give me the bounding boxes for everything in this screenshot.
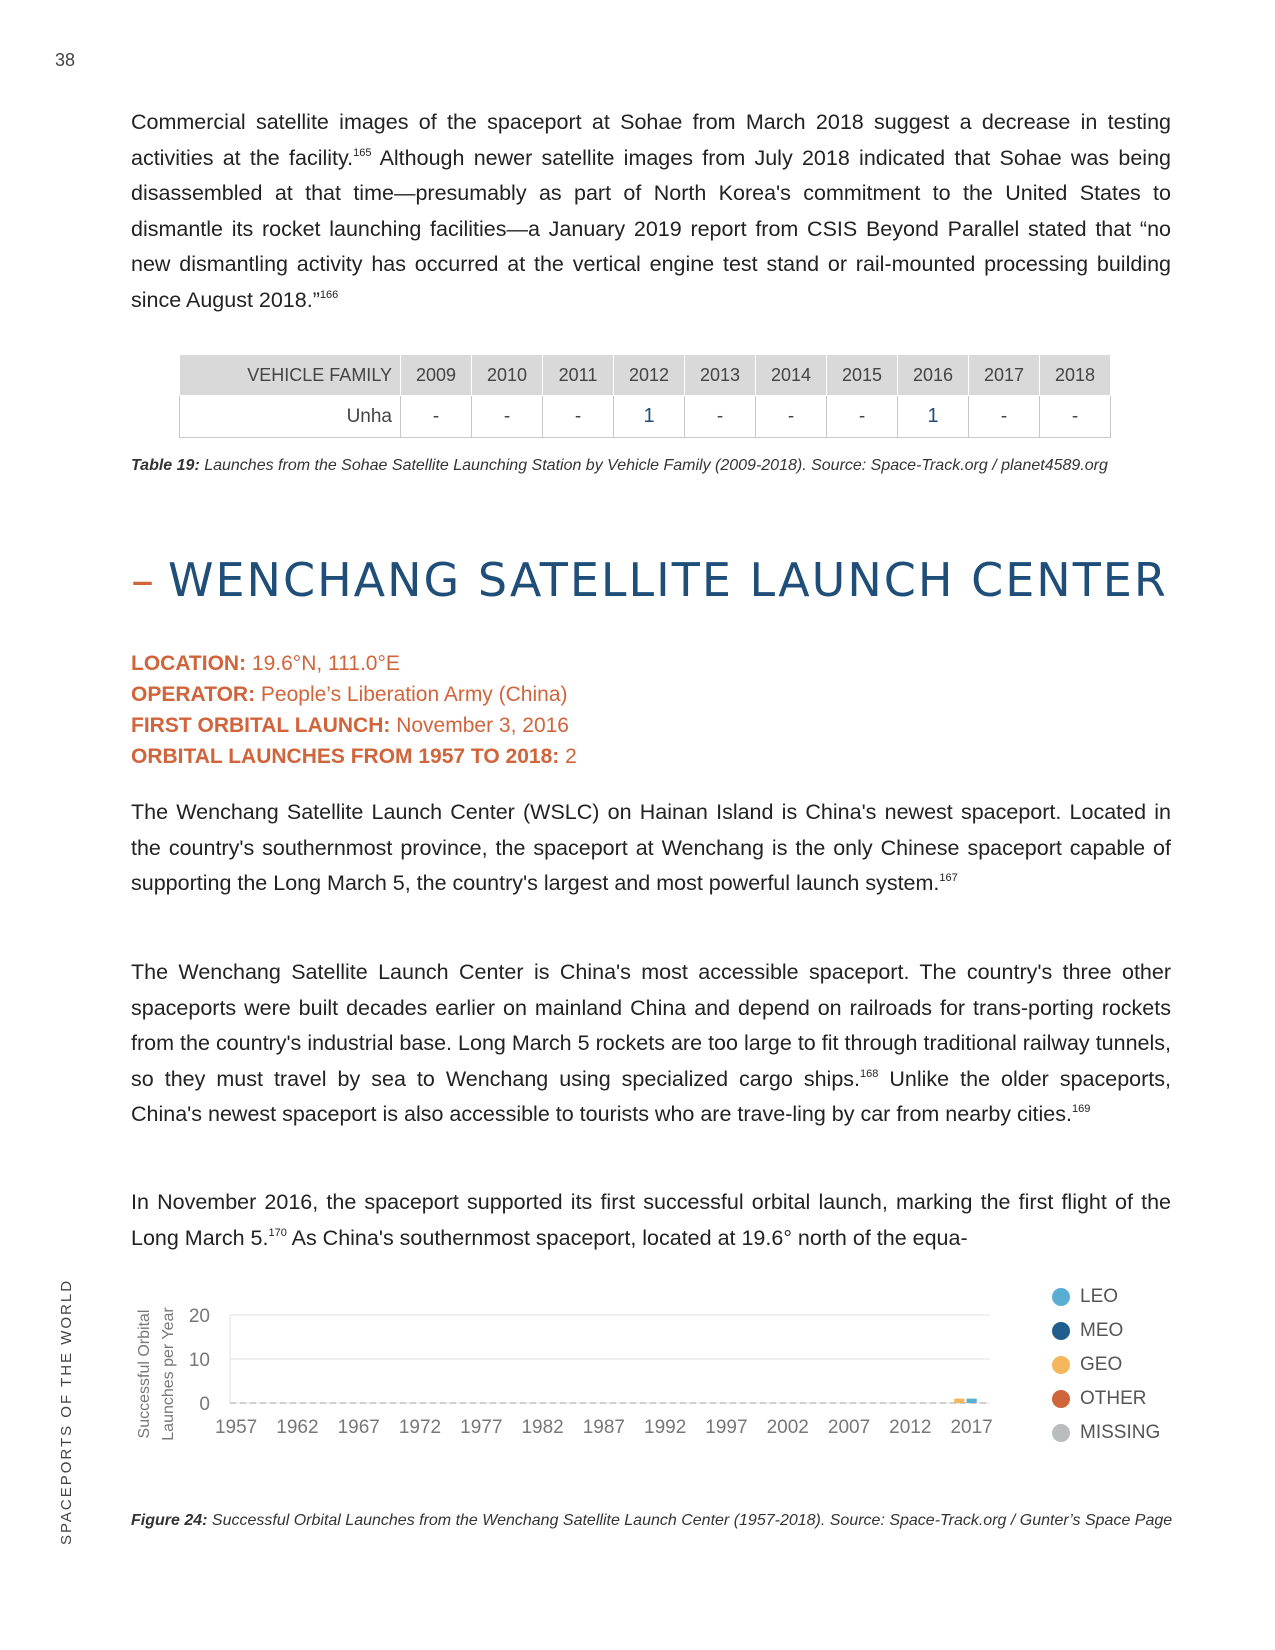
y-axis-label: Successful Orbital [136, 1309, 153, 1439]
x-tick-label: 1982 [521, 1417, 564, 1438]
fact-label: ORBITAL LAUNCHES FROM 1957 TO 2018: [131, 745, 560, 768]
column-header-year: 2017 [969, 355, 1040, 396]
launch-count-cell: - [827, 396, 898, 438]
fact-label: LOCATION: [131, 652, 247, 675]
section-heading [131, 553, 1168, 607]
body-paragraph [131, 955, 1171, 1133]
legend-label: MEO [1080, 1320, 1124, 1341]
fact-label: OPERATOR: [131, 683, 256, 706]
paragraph-text: The Wenchang Satellite Launch Center is China's most accessible spaceport. The country's three other spaceports were built decades earlier on mainland China and depend on railroads for trans-porting rockets from the country's industrial base. Long March 5 rockets are too large to fit through traditional railway tunnels, so they must travel by sea to Wenchang using specialized cargo ships. [131, 960, 1171, 1091]
figure-caption-text: Successful Orbital Launches from the Wenchang Satellite Launch Center (1957-2018). Source: Space-Track.org / Gunter’s Space Page [207, 1512, 1173, 1529]
x-tick-label: 1962 [276, 1417, 319, 1438]
chart-legend [1052, 1280, 1160, 1450]
paragraph-text: The Wenchang Satellite Launch Center (WSLC) on Hainan Island is China's newest spaceport. Located in the country's southernmost province, the spaceport at Wenchang is the only Chinese spaceport capable of supporting the Long March 5, the country's largest and most powerful launch system. [131, 800, 1171, 895]
figure-caption-label: Figure 24: [131, 1512, 208, 1529]
footnote-ref: 165 [353, 146, 372, 159]
column-header-year: 2011 [543, 355, 614, 396]
heading-title: WENCHANG SATELLITE LAUNCH CENTER [168, 553, 1168, 607]
paragraph-text: Commercial satellite images of the spaceport at Sohae from March 2018 suggest a decrease in testing activities at the facility. [131, 110, 1171, 170]
launch-count-cell: 1 [614, 396, 685, 438]
column-header-vehicle-family: VEHICLE FAMILY [180, 355, 401, 396]
launch-count-cell: - [969, 396, 1040, 438]
column-header-year: 2010 [472, 355, 543, 396]
bar-leo-2017 [966, 1399, 976, 1403]
paragraph-text: As China's southernmost spaceport, located at 19.6° north of the equa- [286, 1225, 968, 1250]
figure-caption [131, 1512, 1172, 1530]
legend-label: GEO [1080, 1354, 1123, 1375]
legend-item-geo [1052, 1348, 1160, 1382]
legend-swatch [1052, 1356, 1070, 1374]
paragraph-text: Unlike the older spaceports, China's newest spaceport is also accessible to tourists who are trave-ling by car from nearby cities. [131, 1066, 1171, 1126]
body-paragraph [131, 795, 1171, 902]
legend-swatch [1052, 1288, 1070, 1306]
table-caption [131, 457, 1108, 475]
x-tick-label: 2017 [950, 1417, 993, 1438]
x-tick-label: 1967 [337, 1417, 380, 1438]
fact-value: 2 [559, 745, 577, 768]
bar-geo-2016 [954, 1399, 964, 1403]
table-caption-text: Launches from the Sohae Satellite Launching Station by Vehicle Family (2009-2018). Source: Space-Track.org / planet4589.org [199, 457, 1108, 474]
legend-label: MISSING [1080, 1422, 1161, 1443]
legend-item-missing [1052, 1416, 1160, 1450]
column-header-year: 2015 [827, 355, 898, 396]
legend-label: OTHER [1080, 1388, 1147, 1409]
column-header-year: 2009 [401, 355, 472, 396]
body-paragraph [131, 1185, 1171, 1256]
fact-value: 19.6°N, 111.0°E [246, 652, 400, 675]
x-tick-label: 1972 [398, 1417, 442, 1438]
x-tick-label: 1957 [214, 1417, 258, 1438]
x-tick-label: 1977 [460, 1417, 503, 1438]
paragraph-text: Although newer satellite images from July 2018 indicated that Sohae was being disassembled at that time—presumably as part of North Korea's commitment to the United States to dismantle its rocket launching facilities—a January 2019 report from CSIS Beyond Parallel stated that “no new dismantling activity has occurred at the vertical engine test stand or rail-mounted processing building since August 2018.” [131, 145, 1171, 312]
launches-table [179, 354, 1111, 438]
y-axis-label: Launches per Year [160, 1307, 177, 1441]
column-header-year: 2013 [685, 355, 756, 396]
column-header-year: 2016 [898, 355, 969, 396]
y-tick-label: 20 [188, 1306, 210, 1327]
fact-first-launch [131, 710, 577, 741]
heading-dash: – [131, 553, 156, 607]
x-tick-label: 2012 [889, 1417, 932, 1438]
launches-chart [130, 1280, 1170, 1480]
x-tick-label: 2002 [766, 1417, 809, 1438]
legend-item-other [1052, 1382, 1160, 1416]
fact-value: November 3, 2016 [390, 714, 569, 737]
column-header-year: 2012 [614, 355, 685, 396]
x-tick-label: 2007 [827, 1417, 871, 1438]
footnote-ref: 170 [268, 1226, 287, 1239]
x-tick-label: 1987 [582, 1417, 626, 1438]
launch-count-cell: - [1040, 396, 1111, 438]
launch-count-cell: 1 [898, 396, 969, 438]
fact-value: People’s Liberation Army (China) [255, 683, 568, 706]
chart-canvas [130, 1280, 1040, 1480]
launch-count-cell: - [401, 396, 472, 438]
table-row [180, 396, 1111, 438]
legend-item-leo [1052, 1280, 1160, 1314]
y-tick-label: 0 [199, 1394, 210, 1415]
legend-swatch [1052, 1424, 1070, 1442]
legend-label: LEO [1080, 1286, 1119, 1307]
legend-swatch [1052, 1390, 1070, 1408]
paragraph-text: In November 2016, the spaceport supported its first successful orbital launch, marking the first flight of the Long March 5. [131, 1190, 1171, 1250]
x-tick-label: 1997 [705, 1417, 748, 1438]
table-header-row [180, 355, 1111, 396]
footnote-ref: 166 [319, 288, 339, 301]
fact-operator [131, 679, 577, 710]
y-tick-label: 10 [188, 1350, 210, 1371]
running-section-label: SPACEPORTS OF THE WORLD [58, 1278, 75, 1545]
launch-count-cell: - [543, 396, 614, 438]
footnote-ref: 167 [939, 872, 958, 884]
fact-label: FIRST ORBITAL LAUNCH: [131, 714, 391, 737]
x-tick-label: 1992 [644, 1417, 687, 1438]
intro-paragraph [131, 105, 1171, 318]
footnote-ref: 169 [1071, 1103, 1091, 1115]
spaceport-facts [131, 648, 577, 772]
launch-count-cell: - [472, 396, 543, 438]
launch-count-cell: - [685, 396, 756, 438]
fact-total-launches [131, 741, 577, 772]
page-number: 38 [55, 50, 76, 70]
footnote-ref: 168 [860, 1067, 879, 1080]
column-header-year: 2018 [1040, 355, 1111, 396]
fact-location [131, 648, 577, 679]
legend-swatch [1052, 1322, 1070, 1340]
vehicle-family-cell: Unha [180, 396, 401, 438]
legend-item-meo [1052, 1314, 1160, 1348]
column-header-year: 2014 [756, 355, 827, 396]
launch-count-cell: - [756, 396, 827, 438]
table-caption-label: Table 19: [131, 457, 200, 474]
